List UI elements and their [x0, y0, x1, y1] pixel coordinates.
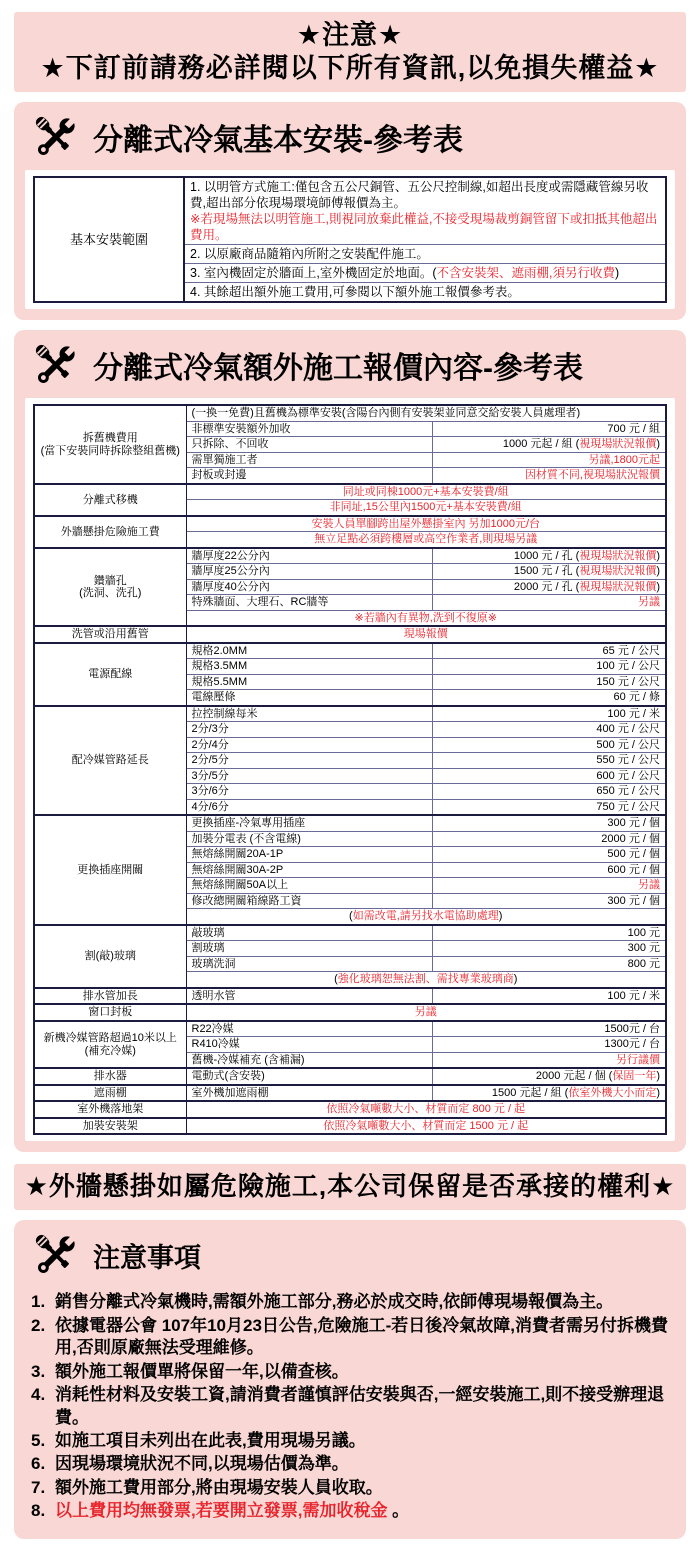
row-value [432, 437, 666, 453]
row-group-label [34, 925, 186, 988]
group-label-line: 排水管加長 [82, 989, 138, 1002]
row-value [432, 988, 666, 1005]
text: 300 元 [627, 942, 660, 955]
note-item [31, 1315, 669, 1360]
group-label-line: 排水器 [93, 1070, 127, 1083]
content-line [190, 179, 660, 211]
row-value [432, 1052, 666, 1068]
tools-icon-svg [29, 1228, 83, 1282]
note-number: 6. [31, 1454, 46, 1474]
text: ) [656, 549, 660, 562]
row-item: 室外機加遮雨棚 [186, 1085, 432, 1102]
row-item: 2分/4分 [186, 737, 432, 753]
note-item [31, 1361, 669, 1383]
text: 60 元 / 條 [613, 691, 660, 704]
tools-icon [29, 110, 83, 164]
tools-icon-svg [29, 338, 83, 392]
row-group-label [34, 1085, 186, 1102]
row-item: 牆厚度22公分內 [186, 548, 432, 564]
row-group-label [34, 548, 186, 627]
red-text: 保固一年 [612, 1070, 657, 1083]
row-item: 敲玻璃 [186, 925, 432, 941]
text: ) [656, 438, 660, 451]
basic-install-table [33, 176, 667, 303]
tools-icon-svg [29, 110, 83, 164]
row-value [432, 674, 666, 690]
red-text: 另行議價 [616, 1053, 660, 1066]
row-item: 需單獨施工者 [186, 452, 432, 468]
text: 因現場環境狀況不同,以現場估價為準。 [55, 1454, 349, 1474]
note-text [55, 1477, 669, 1499]
row-span-text [186, 610, 666, 626]
row-item: 電動式(含安裝) [186, 1068, 432, 1085]
row-item: 規格2.0MM [186, 643, 432, 659]
row-item: 無熔絲開關50A以上 [186, 878, 432, 894]
row-value [432, 468, 666, 484]
red-text: 因材質不同,視現場狀況報價 [524, 469, 660, 482]
text: 300 元 / 個 [607, 817, 660, 830]
red-text: 視現場狀況報價 [579, 438, 657, 451]
text: 3. 室內機固定於牆面上,室外機固定於地面。( [190, 266, 437, 281]
group-label-line: 鑽牆孔 [93, 574, 127, 587]
row-group-label [34, 706, 186, 816]
text: (一換一免費)且舊機為標準安裝(含陽台內側有安裝架並同意交給安裝人員處理者) [191, 407, 581, 420]
row-content [184, 177, 666, 245]
group-label-line: 配冷媒管路延長 [71, 754, 149, 767]
text: 2000 元起 / 個 ( [535, 1070, 613, 1083]
row-item: 拉控制線每米 [186, 706, 432, 722]
row-item: 無熔絲開關30A-2P [186, 862, 432, 878]
row-span-text [186, 1101, 666, 1118]
text: ) [615, 266, 620, 281]
text: 銷售分離式冷氣機時,需額外施工部分,務必於成交時,依師傅現場報價為主。 [55, 1292, 614, 1312]
row-item: 更換插座-冷氣專用插座 [186, 815, 432, 831]
text: 700 元 / 組 [607, 422, 660, 435]
extra-table-wrap [25, 398, 675, 1141]
row-value [432, 421, 666, 437]
table-row [34, 548, 666, 564]
row-value [432, 862, 666, 878]
text: 額外施工報價單將保留一年,以備查核。 [55, 1361, 349, 1381]
row-value [432, 564, 666, 580]
row-item: 透明水管 [186, 988, 432, 1005]
row-span-text [186, 516, 666, 532]
group-label-line: (當下安裝同時拆除整組舊機) [40, 444, 180, 457]
section-basic-install [14, 102, 686, 320]
red-text: 不含安裝架、遮雨棚,須另行收費 [436, 266, 616, 281]
text: 。 [387, 1501, 410, 1521]
section-basic-title [25, 108, 675, 170]
text: ) [498, 910, 503, 923]
row-value [432, 893, 666, 909]
table-row [34, 1085, 666, 1102]
table-row [34, 516, 666, 532]
row-value [432, 1021, 666, 1037]
text: 如施工項目未列出在此表,費用現場另議。 [55, 1431, 366, 1450]
table-row [34, 484, 666, 500]
red-text: 視現場狀況報價 [579, 565, 657, 578]
row-value [432, 1037, 666, 1053]
row-value [432, 753, 666, 769]
note-item [31, 1477, 669, 1499]
row-group-label [34, 1068, 186, 1085]
section-notes [14, 1220, 686, 1538]
row-item: R410冷媒 [186, 1037, 432, 1053]
note-number: 1. [31, 1292, 46, 1312]
content-line [190, 211, 660, 243]
row-value [432, 706, 666, 722]
row-span-text [186, 532, 666, 548]
red-text: 安裝人員單腳跨出屋外懸掛室內 另加1000元/台 [311, 517, 541, 530]
note-number: 5. [31, 1431, 46, 1450]
text: 消耗性材料及安裝工資,請消費者謹慎評估安裝與否,一經安裝施工,則不接受辦理退費。 [55, 1385, 665, 1427]
banner-top [14, 12, 686, 92]
row-value [432, 956, 666, 972]
note-text [55, 1315, 669, 1360]
row-item: 4分/6分 [186, 799, 432, 815]
note-text [55, 1384, 669, 1429]
row-value [432, 768, 666, 784]
table-row [34, 643, 666, 659]
note-item [31, 1453, 669, 1475]
row-item: 修改總開關箱線路工資 [186, 893, 432, 909]
group-label-line: 遮雨棚 [93, 1086, 127, 1099]
table-row [34, 706, 666, 722]
text: ( [334, 973, 338, 986]
row-content [184, 283, 666, 303]
red-text: 現場報價 [403, 628, 448, 641]
row-span-text [186, 484, 666, 500]
note-text [55, 1500, 669, 1522]
text: 100 元 / 公尺 [596, 660, 660, 673]
row-value [432, 878, 666, 894]
row-item: 規格5.5MM [186, 674, 432, 690]
row-value [432, 847, 666, 863]
row-value [432, 799, 666, 815]
row-group-label [34, 815, 186, 925]
row-value [432, 548, 666, 564]
banner-warning-text: ★外牆懸掛如屬危險施工,本公司保留是否承接的權利★ [24, 1171, 676, 1202]
row-item: 3分/6分 [186, 784, 432, 800]
text: 400 元 / 公尺 [596, 723, 660, 736]
row-item: 加裝分電表 (不含電線) [186, 831, 432, 847]
row-group-label [34, 484, 186, 516]
row-value [432, 737, 666, 753]
text: 600 元 / 個 [607, 863, 660, 876]
tools-icon [29, 338, 83, 392]
row-item: 2分/5分 [186, 753, 432, 769]
red-text: 視現場狀況報價 [579, 549, 657, 562]
row-item: 割玻璃 [186, 941, 432, 957]
row-content [184, 264, 666, 283]
row-group-label [34, 1021, 186, 1069]
group-label-line: 洗管或沿用舊管 [71, 628, 149, 641]
table-row [34, 1021, 666, 1037]
table-row [34, 1118, 666, 1135]
section-extra-title [25, 336, 675, 398]
note-text [55, 1361, 669, 1383]
text: 600 元 / 公尺 [596, 769, 660, 782]
tools-icon [29, 1228, 83, 1282]
banner-top-line1: ★注意★ [296, 20, 404, 50]
row-value [432, 595, 666, 611]
row-group-label [34, 1004, 186, 1021]
text: ) [513, 973, 518, 986]
row-value [432, 925, 666, 941]
extra-quote-table [33, 404, 667, 1135]
table-row [34, 177, 666, 245]
group-label-line: 加裝安裝架 [82, 1119, 138, 1132]
text: 1500 元起 / 組 ( [491, 1086, 569, 1099]
table-row [34, 1004, 666, 1021]
group-label-line: 外牆懸掛危險施工費 [60, 525, 160, 538]
group-label-line: 分離式移機 [82, 493, 138, 506]
row-value [432, 452, 666, 468]
content-line [190, 246, 660, 262]
text: 2. 以原廠商品隨箱內所附之安裝配件施工。 [190, 247, 429, 262]
red-text: 另議,1800元起 [588, 453, 660, 466]
text: 100 元 / 米 [607, 989, 660, 1002]
row-item: 只拆除、不回收 [186, 437, 432, 453]
row-item: 無熔絲開關20A-1P [186, 847, 432, 863]
row-span-text [186, 909, 666, 925]
text: ) [656, 1086, 660, 1099]
row-group-label [34, 626, 186, 643]
row-span-text [186, 500, 666, 516]
text: 65 元 / 公尺 [602, 644, 660, 657]
note-number: 2. [31, 1315, 46, 1335]
row-item: 3分/5分 [186, 768, 432, 784]
red-text: 以上費用均無發票,若要開立發票,需加收稅金 [55, 1501, 388, 1521]
text: 1. 以明管方式施工:僅包含五公尺銅管、五公尺控制線,如超出長度或需隱藏管線另收費,超出部分依現場環境師傅報價為主。 [190, 180, 649, 211]
note-item [31, 1430, 669, 1452]
row-item: 2分/3分 [186, 722, 432, 738]
red-text: 非同址,15公里內1500元+基本安裝費/組 [329, 501, 522, 514]
note-text [55, 1430, 669, 1452]
red-text: ※若現場無法以明管施工,則視同放棄此權益,不接受現場裁剪銅管留下或扣抵其他超出費用。 [190, 212, 658, 243]
text: 500 元 / 公尺 [596, 738, 660, 751]
note-number: 8. [31, 1501, 46, 1521]
row-span-text [186, 1004, 666, 1021]
section-extra-title-text: 分離式冷氣額外施工報價內容-參考表 [93, 352, 583, 386]
row-value [432, 815, 666, 831]
group-label-line: 電源配線 [88, 668, 133, 681]
note-text [55, 1291, 669, 1313]
text: 650 元 / 公尺 [596, 785, 660, 798]
row-value [432, 941, 666, 957]
text: 100 元 / 米 [607, 707, 660, 720]
row-item: 電線壓條 [186, 690, 432, 706]
group-label-line: 割(敲)玻璃 [84, 950, 136, 963]
row-group-label [34, 988, 186, 1005]
row-value [432, 722, 666, 738]
row-group-label: 基本安裝範圍 [34, 177, 184, 302]
red-text: ※若牆內有異物,洗到不復原※ [354, 611, 497, 624]
group-label-line: 窗口封板 [88, 1006, 133, 1019]
basic-table-wrap [25, 170, 675, 309]
row-span-text [186, 972, 666, 988]
row-item: 非標準安裝額外加收 [186, 421, 432, 437]
section-notes-title [25, 1226, 675, 1288]
table-row [34, 1068, 666, 1085]
row-span-text [186, 626, 666, 643]
table-row [34, 405, 666, 421]
row-item: 封板或封邊 [186, 468, 432, 484]
group-label-line: (洗洞、洗孔) [79, 587, 142, 600]
text: 750 元 / 公尺 [596, 800, 660, 813]
row-item: 牆厚度25公分內 [186, 564, 432, 580]
text: 1300元 / 台 [604, 1038, 660, 1051]
text: 額外施工費用部分,將由現場安裝人員收取。 [55, 1477, 383, 1497]
text: 150 元 / 公尺 [596, 675, 660, 688]
group-label-line: (補充冷媒) [84, 1044, 136, 1057]
row-value [432, 579, 666, 595]
row-value [432, 1085, 666, 1102]
red-text: 依室外機大小而定 [568, 1086, 657, 1099]
row-group-label [34, 1101, 186, 1118]
banner-top-line2: ★下訂前請務必詳閱以下所有資訊,以免損失權益★ [40, 53, 660, 84]
section-extra-quote [14, 330, 686, 1152]
note-number: 4. [31, 1385, 46, 1405]
text: 550 元 / 公尺 [596, 754, 660, 767]
note-item [31, 1500, 669, 1522]
red-text: 依照冷氣噸數大小、材質而定 800 元 / 起 [326, 1103, 526, 1116]
content-line [190, 284, 660, 300]
row-value [432, 659, 666, 675]
note-item [31, 1291, 669, 1313]
note-text [55, 1453, 669, 1475]
text: 1000 元起 / 組 ( [502, 438, 580, 451]
section-basic-title-text: 分離式冷氣基本安裝-參考表 [93, 124, 463, 158]
red-text: 依照冷氣噸數大小、材質而定 1500 元 / 起 [323, 1119, 529, 1132]
banner-warning [14, 1164, 686, 1210]
text: 100 元 [627, 926, 660, 939]
note-number: 3. [31, 1361, 46, 1381]
row-item: 特殊牆面、大理石、RC牆等 [186, 595, 432, 611]
row-group-label [34, 405, 186, 484]
red-text: 另議 [638, 596, 660, 609]
group-label-line: 拆舊機費用 [82, 432, 138, 445]
row-content [184, 245, 666, 264]
row-value [432, 690, 666, 706]
text: 4. 其餘超出額外施工費用,可參閱以下額外施工報價參考表。 [190, 285, 520, 300]
row-value [432, 831, 666, 847]
red-text: 強化玻璃恕無法割、需找專業玻璃商 [337, 973, 514, 986]
group-label-line: 室外機落地架 [77, 1103, 144, 1116]
row-span-text [186, 405, 666, 421]
text: 1000 元 / 孔 ( [513, 549, 580, 562]
text: 800 元 [627, 957, 660, 970]
red-text: 視現場狀況報價 [579, 580, 657, 593]
text: 500 元 / 個 [607, 848, 660, 861]
text: 2000 元 / 個 [601, 832, 660, 845]
table-row [34, 988, 666, 1005]
table-row [34, 1101, 666, 1118]
text: 依據電器公會 107年10月23日公告,危險施工-若日後冷氣故障,消費者需另付拆機費用,否則原廠無法受理維修。 [55, 1315, 669, 1358]
text: 2000 元 / 孔 ( [513, 580, 580, 593]
content-line [190, 265, 660, 281]
red-text: 如需改電,請另找水電協助處理 [352, 910, 499, 923]
text: ) [656, 565, 660, 578]
text: 1500 元 / 孔 ( [513, 565, 580, 578]
table-row [34, 925, 666, 941]
red-text: 另議 [638, 879, 660, 892]
group-label-line: 新機冷媒管路超過10米以上 [43, 1032, 177, 1045]
row-item: 玻璃洗洞 [186, 956, 432, 972]
text: ( [349, 910, 353, 923]
row-item: 規格3.5MM [186, 659, 432, 675]
row-value [432, 784, 666, 800]
red-text: 無立足點必須跨樓層或高空作業者,則現場另議 [314, 533, 538, 546]
red-text: 另議 [414, 1006, 437, 1019]
row-span-text [186, 1118, 666, 1135]
note-item [31, 1384, 669, 1429]
row-group-label [34, 516, 186, 548]
text: ) [656, 1070, 660, 1083]
table-row [34, 815, 666, 831]
text: 300 元 / 個 [607, 894, 660, 907]
row-group-label [34, 1118, 186, 1135]
row-item: 舊機-冷媒補充 (含補漏) [186, 1052, 432, 1068]
section-notes-title-text: 注意事項 [93, 1242, 201, 1273]
row-item: R22冷媒 [186, 1021, 432, 1037]
row-item: 牆厚度40公分內 [186, 579, 432, 595]
text: 1500元 / 台 [604, 1022, 660, 1035]
red-text: 同址或同棟1000元+基本安裝費/組 [342, 485, 509, 498]
row-value [432, 643, 666, 659]
row-value [432, 1068, 666, 1085]
note-number: 7. [31, 1477, 46, 1497]
group-label-line: 更換插座開關 [77, 863, 144, 876]
text: ) [656, 580, 660, 593]
notes-list [25, 1288, 675, 1527]
row-group-label [34, 643, 186, 706]
table-row [34, 626, 666, 643]
